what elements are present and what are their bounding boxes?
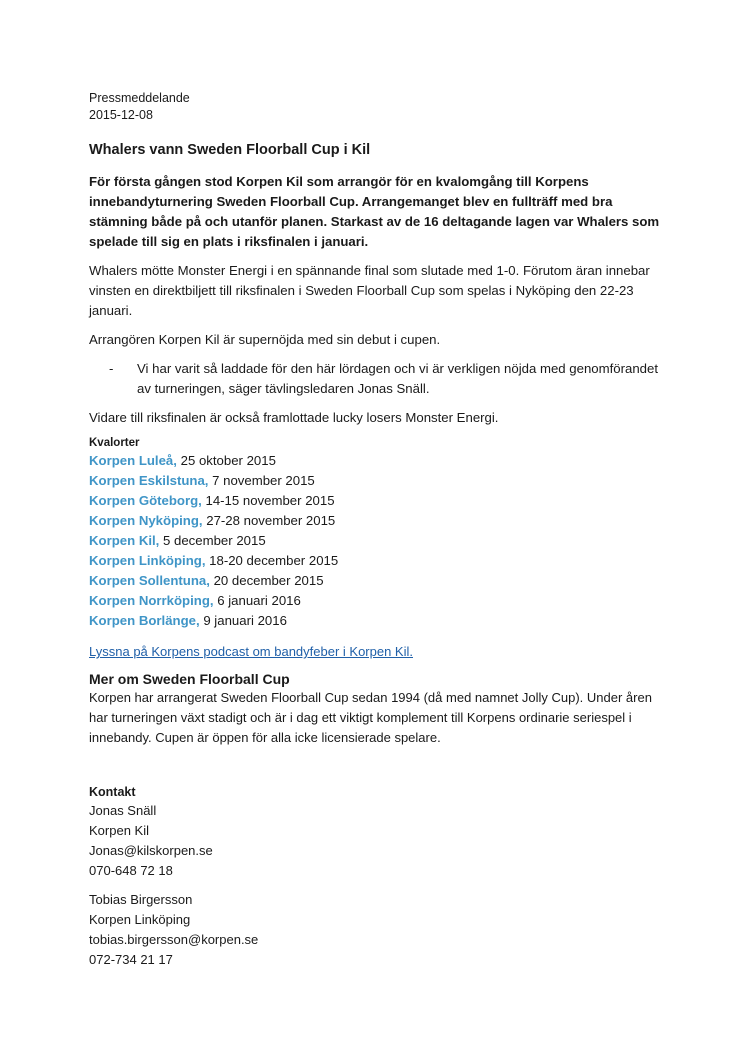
list-item bbox=[89, 571, 669, 591]
kvalort-date: 6 januari 2016 bbox=[217, 593, 301, 608]
body-paragraph-3: Vidare till riksfinalen är också framlottade lucky losers Monster Energi. bbox=[89, 410, 499, 425]
kvalort-name: Korpen Sollentuna, bbox=[89, 573, 210, 588]
kvalort-date: 14-15 november 2015 bbox=[205, 493, 335, 508]
kvalort-name: Korpen Kil, bbox=[89, 533, 160, 548]
contact-person-1 bbox=[89, 801, 669, 881]
body-paragraph-1: Whalers mötte Monster Energi i en spännande final som slutade med 1-0. Förutom äran innebar vinsten en direktbiljett till riksfinalen i Sweden Floorball Cup som spelas i Nyköping den 22-23 januari. bbox=[89, 263, 650, 318]
press-release-page bbox=[89, 90, 669, 970]
section-heading-more: Mer om Sweden Floorball Cup bbox=[89, 671, 290, 687]
contact-name: Tobias Birgersson bbox=[89, 892, 193, 907]
list-item bbox=[89, 451, 669, 471]
quote-text: Vi har varit så laddade för den här lördagen och vi är verkligen nöjda med genomförandet av turneringen, säger tävlingsledaren Jonas Snäll. bbox=[137, 361, 658, 396]
list-item bbox=[89, 551, 669, 571]
contact-email: tobias.birgersson@korpen.se bbox=[89, 932, 259, 947]
contact-email: Jonas@kilskorpen.se bbox=[89, 843, 213, 858]
kvalort-date: 18-20 december 2015 bbox=[209, 553, 339, 568]
kvalort-name: Korpen Norrköping, bbox=[89, 593, 214, 608]
list-item bbox=[89, 611, 669, 631]
kvalort-date: 5 december 2015 bbox=[163, 533, 266, 548]
list-item bbox=[89, 591, 669, 611]
contact-org: Korpen Kil bbox=[89, 823, 149, 838]
list-item bbox=[89, 531, 669, 551]
list-item bbox=[89, 471, 669, 491]
kvalort-name: Korpen Borlänge, bbox=[89, 613, 200, 628]
kvalort-name: Korpen Göteborg, bbox=[89, 493, 202, 508]
contact-phone: 072-734 21 17 bbox=[89, 952, 173, 967]
more-paragraph: Korpen har arrangerat Sweden Floorball Cup sedan 1994 (då med namnet Jolly Cup). Under åren har turneringen växt stadigt och är i dag ett viktigt komplement till Korpens ordinarie seriespel i innebandy. Cupen är öppen för alla icke licensierade spelare. bbox=[89, 690, 652, 745]
doc-date: 2015-12-08 bbox=[89, 108, 153, 122]
quote-dash: - bbox=[109, 361, 114, 376]
lead-paragraph: För första gången stod Korpen Kil som arrangör för en kvalomgång till Korpens innebandyturnering Sweden Floorball Cup. Arrangemanget blev en fullträff med bra stämning både på och utanför planen. Starkast av de 16 deltagande lagen var Whalers som spelade till sig en plats i riksfinalen i januari. bbox=[89, 174, 660, 249]
kvalort-name: Korpen Eskilstuna, bbox=[89, 473, 209, 488]
kvalort-date: 20 december 2015 bbox=[213, 573, 324, 588]
list-item bbox=[89, 491, 669, 511]
list-item bbox=[89, 511, 669, 531]
kvalort-name: Korpen Linköping, bbox=[89, 553, 206, 568]
kvalorter-label: Kvalorter bbox=[89, 437, 140, 449]
podcast-link-row bbox=[89, 643, 669, 661]
contact-phone: 070-648 72 18 bbox=[89, 863, 173, 878]
kvalorter-list bbox=[89, 451, 669, 631]
kvalort-date: 7 november 2015 bbox=[212, 473, 315, 488]
contact-label: Kontakt bbox=[89, 785, 136, 799]
doc-type-label: Pressmeddelande bbox=[89, 91, 190, 105]
contact-person-2 bbox=[89, 890, 669, 970]
podcast-link[interactable]: Lyssna på Korpens podcast om bandyfeber i Korpen Kil. bbox=[89, 644, 413, 659]
kvalort-name: Korpen Luleå, bbox=[89, 453, 177, 468]
contact-name: Jonas Snäll bbox=[89, 803, 157, 818]
quote-block bbox=[89, 359, 669, 399]
body-paragraph-2: Arrangören Korpen Kil är supernöjda med sin debut i cupen. bbox=[89, 332, 441, 347]
contact-org: Korpen Linköping bbox=[89, 912, 191, 927]
kvalort-date: 9 januari 2016 bbox=[203, 613, 287, 628]
page-title: Whalers vann Sweden Floorball Cup i Kil bbox=[89, 142, 371, 158]
kvalort-date: 27-28 november 2015 bbox=[206, 513, 336, 528]
kvalort-name: Korpen Nyköping, bbox=[89, 513, 203, 528]
kvalort-date: 25 oktober 2015 bbox=[180, 453, 276, 468]
